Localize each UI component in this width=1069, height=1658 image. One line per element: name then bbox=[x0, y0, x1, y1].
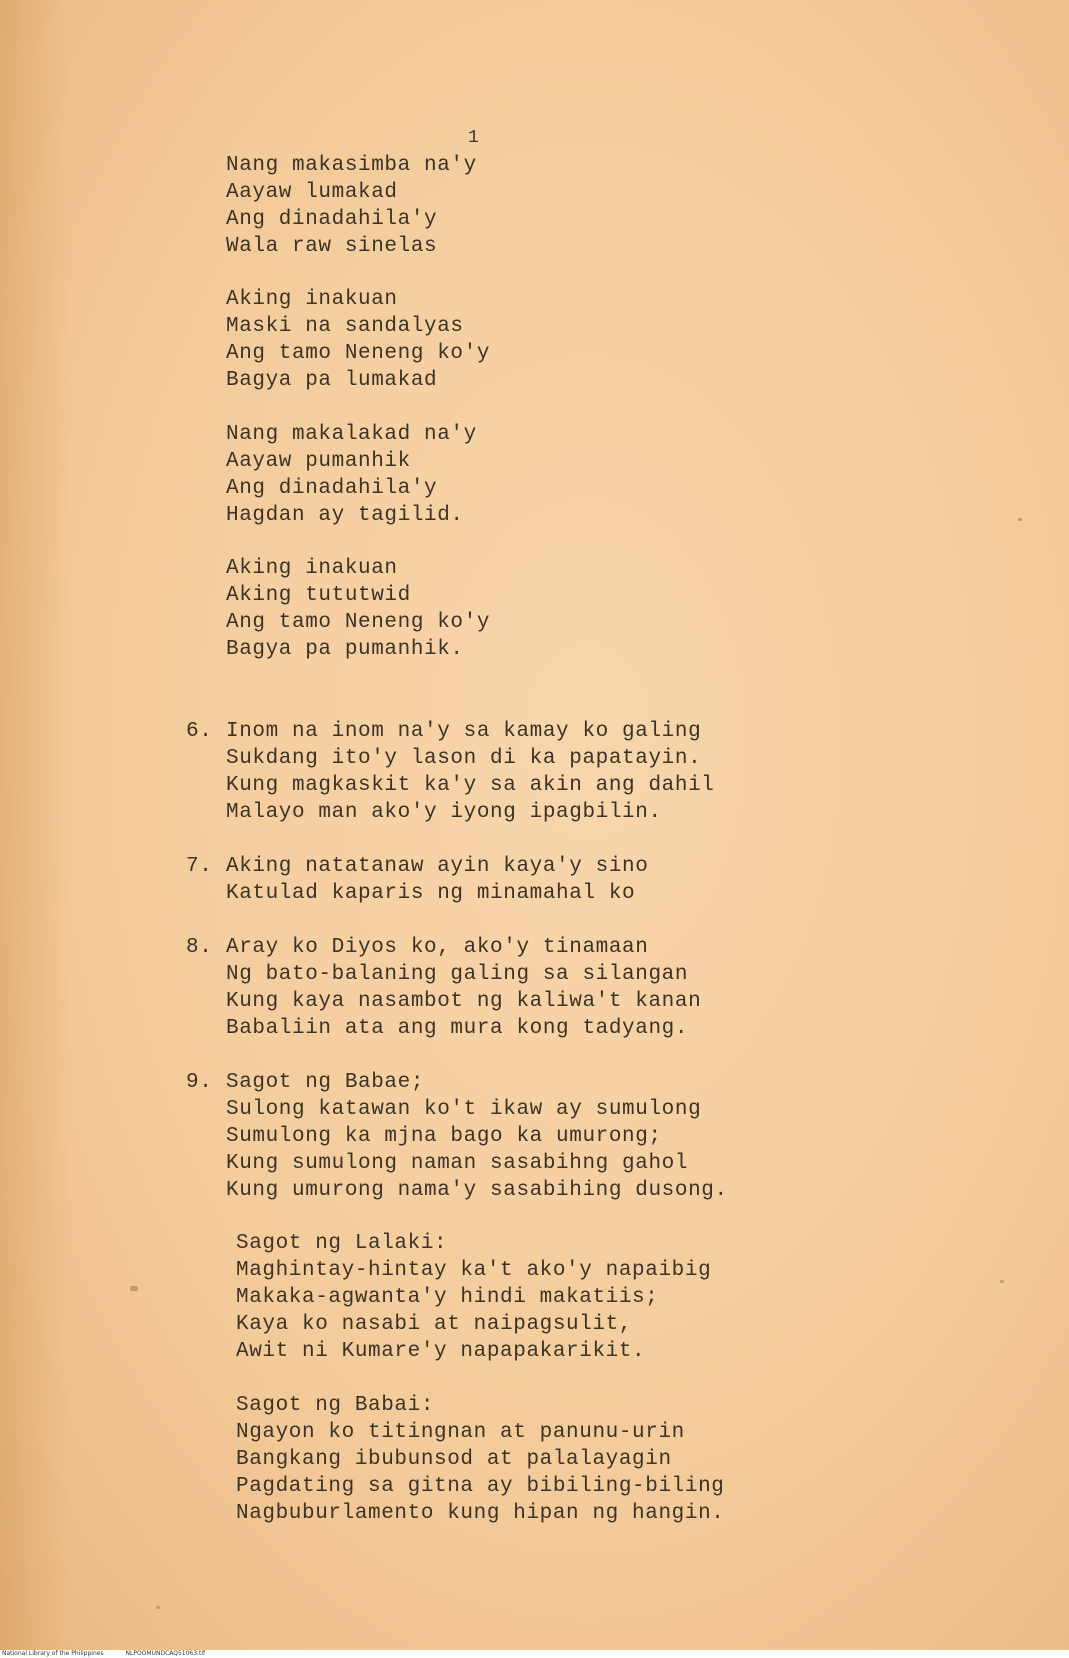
verse-line: Malayo man ako'y iyong ipagbilin. bbox=[226, 801, 662, 824]
verse-line: Nagbuburlamento kung hipan ng hangin. bbox=[236, 1502, 725, 1525]
verse-9 bbox=[186, 1069, 728, 1204]
verse-7 bbox=[186, 853, 648, 907]
verse-line: Aayaw lumakad bbox=[226, 181, 398, 204]
verse-number: 9. bbox=[186, 1071, 213, 1094]
verse-line: Ang tamo Neneng ko'y bbox=[226, 611, 491, 634]
verse-number: 7. bbox=[186, 855, 213, 878]
paper-speck bbox=[130, 1286, 138, 1291]
verse-line: Kung sumulong naman sasabihng gahol bbox=[226, 1152, 689, 1175]
verse-line: Wala raw sinelas bbox=[226, 235, 438, 258]
sagot-babai bbox=[236, 1392, 724, 1527]
verse-line: Inom na inom na'y sa kamay ko galing bbox=[226, 720, 702, 743]
verse-line: Ang dinadahila'y bbox=[226, 477, 438, 500]
verse-line: Maski na sandalyas bbox=[226, 315, 464, 338]
verse-line: Babaliin ata ang mura kong tadyang. bbox=[226, 1017, 689, 1040]
verse-line: Bagya pa lumakad bbox=[226, 369, 438, 392]
verse-line: Pagdating sa gitna ay bibiling-biling bbox=[236, 1475, 725, 1498]
verse-line: Bagya pa pumanhik. bbox=[226, 638, 464, 661]
verse-line: Kaya ko nasabi at naipagsulit, bbox=[236, 1313, 633, 1336]
verse-line: Katulad kaparis ng minamahal ko bbox=[226, 882, 636, 905]
page-edge-shadow bbox=[0, 0, 70, 1650]
verse-line: Maghintay-hintay ka't ako'y napaibig bbox=[236, 1259, 712, 1282]
verse-line: Makaka-agwanta'y hindi makatiis; bbox=[236, 1286, 659, 1309]
verse-heading: Sagot ng Babai: bbox=[236, 1394, 435, 1417]
footer-file: NLPOOMUNDCAQ51063.tif bbox=[125, 1650, 206, 1657]
verse-line: Aking inakuan bbox=[226, 557, 398, 580]
verse-line: Aking natatanaw ayin kaya'y sino bbox=[226, 855, 649, 878]
verse-number: 8. bbox=[186, 936, 213, 959]
verse-heading: Sagot ng Lalaki: bbox=[236, 1232, 448, 1255]
verse-line: Hagdan ay tagilid. bbox=[226, 504, 464, 527]
verse-line: Sumulong ka mjna bago ka umurong; bbox=[226, 1125, 662, 1148]
verse-line: Aray ko Diyos ko, ako'y tinamaan bbox=[226, 936, 649, 959]
scan-footer bbox=[0, 1650, 1069, 1658]
stanza-2 bbox=[226, 286, 490, 394]
verse-line: Nang makasimba na'y bbox=[226, 154, 477, 177]
verse-line: Bangkang ibubunsod at palalayagin bbox=[236, 1448, 672, 1471]
verse-6 bbox=[186, 718, 714, 826]
paper-speck bbox=[1000, 1280, 1004, 1283]
verse-line: Aayaw pumanhik bbox=[226, 450, 411, 473]
paper-speck bbox=[156, 1606, 160, 1609]
verse-line: Kung magkaskit ka'y sa akin ang dahil bbox=[226, 774, 715, 797]
stanza-3 bbox=[226, 421, 477, 529]
verse-line: Nang makalakad na'y bbox=[226, 423, 477, 446]
stanza-4 bbox=[226, 555, 490, 663]
stanza-1 bbox=[226, 152, 477, 260]
footer-library: National Library of the Philippines bbox=[2, 1650, 104, 1657]
verse-line: Ng bato-balaning galing sa silangan bbox=[226, 963, 689, 986]
verse-line: Aking inakuan bbox=[226, 288, 398, 311]
sagot-lalaki bbox=[236, 1230, 711, 1365]
page-number: 1 bbox=[468, 128, 480, 148]
verse-line: Kung umurong nama'y sasabihing dusong. bbox=[226, 1179, 728, 1202]
verse-line: Aking tututwid bbox=[226, 584, 411, 607]
verse-line: Ang dinadahila'y bbox=[226, 208, 438, 231]
verse-8 bbox=[186, 934, 701, 1042]
verse-number: 6. bbox=[186, 720, 213, 743]
verse-line: Kung kaya nasambot ng kaliwa't kanan bbox=[226, 990, 702, 1013]
verse-line: Sukdang ito'y lason di ka papatayin. bbox=[226, 747, 702, 770]
verse-line: Sulong katawan ko't ikaw ay sumulong bbox=[226, 1098, 702, 1121]
verse-line: Ngayon ko titingnan at panunu-urin bbox=[236, 1421, 685, 1444]
verse-line: Awit ni Kumare'y napapakarikit. bbox=[236, 1340, 646, 1363]
paper-speck bbox=[1018, 518, 1022, 521]
verse-line: Ang tamo Neneng ko'y bbox=[226, 342, 491, 365]
verse-heading: Sagot ng Babae; bbox=[226, 1071, 425, 1094]
